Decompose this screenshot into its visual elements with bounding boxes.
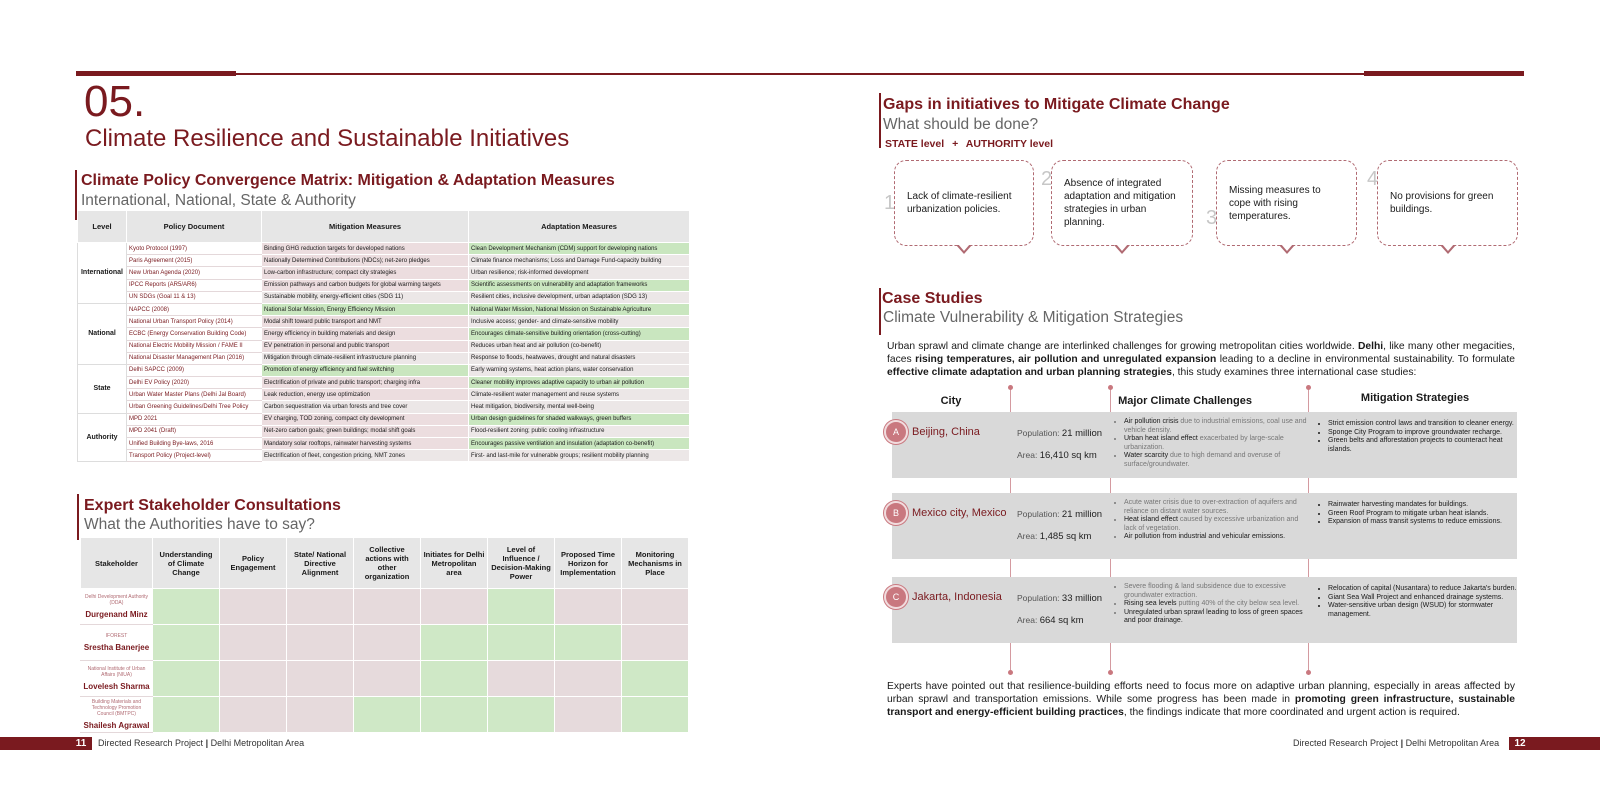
- stakeholder-name-cell: [81, 661, 153, 697]
- stakeholder-header-cell: Monitoring Mechanisms in Place: [622, 538, 689, 589]
- area-value: 16,410 sq km: [1039, 450, 1097, 461]
- stakeholder-org: IFOREST: [105, 633, 128, 639]
- stakeholder-rating-cell: [555, 661, 622, 697]
- matrix-mitigation-cell: Electrification of fleet, congestion pricing, NMT zones: [262, 450, 469, 462]
- matrix-adaptation-cell: Flood-resilient zoning; public cooling infrastructure: [469, 425, 690, 437]
- matrix-row: [78, 389, 690, 401]
- matrix-title: Climate Policy Convergence Matrix: Mitigation & Adaptation Measures: [81, 172, 615, 189]
- matrix-policy-cell: New Urban Agenda (2020): [127, 267, 262, 279]
- area-value: 664 sq km: [1039, 615, 1084, 626]
- matrix-mitigation-cell: Binding GHG reduction targets for developed nations: [262, 243, 469, 255]
- matrix-adaptation-cell: Urban design guidelines for shaded walkways, green buffers: [469, 413, 690, 425]
- area-value: 1,485 sq km: [1039, 531, 1092, 542]
- gap-pointer-inner: [1116, 244, 1128, 251]
- stakeholder-rating-cell: [287, 589, 354, 625]
- intro-text-3: leading to a decline in environmental sustainability. To formulate: [1216, 354, 1515, 365]
- gap-pointer-inner: [958, 244, 970, 251]
- stakeholder-rating-cell: [153, 661, 220, 697]
- stakeholder-rating-cell: [488, 625, 555, 661]
- matrix-policy-cell: MPD 2041 (Draft): [127, 425, 262, 437]
- matrix-mitigation-cell: Sustainable mobility, energy-efficient cities (SDG 11): [262, 291, 469, 303]
- matrix-mitigation-cell: Low-carbon infrastructure; compact city strategies: [262, 267, 469, 279]
- challenge-text: Acute water crisis due to over-extraction of aquifers and reliance on distant water sources.: [1124, 499, 1297, 515]
- stakeholder-rating-cell: [220, 589, 287, 625]
- matrix-adaptation-cell: Climate-resilient water management and reuse systems: [469, 389, 690, 401]
- gap-box: [894, 160, 1034, 246]
- page-number-left: 11: [75, 738, 87, 749]
- matrix-mitigation-cell: Net-zero carbon goals; green buildings; modal shift goals: [262, 425, 469, 437]
- matrix-policy-cell: Urban Water Master Plans (Delhi Jal Board): [127, 389, 262, 401]
- stakeholder-header-cell: Level of Influence / Decision-Making Power: [488, 538, 555, 589]
- matrix-mitigation-cell: Promotion of energy efficiency and fuel switching: [262, 364, 469, 376]
- footer-area: Delhi Metropolitan Area: [210, 738, 305, 748]
- challenge-text: due to high demand and overuse of surface/groundwater.: [1124, 452, 1281, 468]
- challenge-text: caused by excessive urbanization and lack of vegetation.: [1124, 516, 1299, 532]
- matrix-policy-cell: Paris Agreement (2015): [127, 255, 262, 267]
- stakeholder-header-cell: State/ National Directive Alignment: [287, 538, 354, 589]
- gaps-title-bar: [879, 93, 881, 148]
- stakeholder-org: Building Materials and Technology Promotion Council (BMTPC): [91, 699, 142, 717]
- matrix-level-cell: Authority: [78, 413, 127, 462]
- top-rule: [76, 73, 1524, 75]
- stakeholder-rating-cell: [220, 697, 287, 733]
- stakeholder-title: Expert Stakeholder Consultations: [84, 497, 341, 514]
- divider-dot: [1108, 385, 1113, 390]
- footer-separator: |: [1400, 738, 1406, 748]
- case-city-name: Mexico city, Mexico: [912, 507, 1007, 519]
- strategy-item: • Sponge City Program to improve groundwater recharge.: [1328, 429, 1520, 438]
- challenge-text: due to industrial emissions, coal use and vehicle density.: [1124, 418, 1307, 434]
- matrix-level-cell: International: [78, 243, 127, 304]
- stakeholder-rating-cell: [153, 625, 220, 661]
- matrix-row: [78, 401, 690, 413]
- page-number-right: 12: [1514, 738, 1526, 749]
- gap-box: [1051, 160, 1193, 246]
- challenge-item: [1124, 583, 1312, 600]
- area-label: Area:: [1017, 450, 1038, 460]
- intro-bold-3: effective climate adaptation and urban planning strategies: [887, 367, 1172, 378]
- stakeholder-header-cell: Stakeholder: [81, 538, 153, 589]
- matrix-header-cell: Policy Document: [127, 211, 262, 243]
- matrix-subtitle: International, National, State & Authority: [81, 192, 356, 209]
- population-label: Population:: [1017, 593, 1060, 603]
- case-city-name: Jakarta, Indonesia: [912, 591, 1002, 603]
- stakeholder-name-cell: [81, 625, 153, 661]
- matrix-row: [78, 364, 690, 376]
- stakeholder-rating-cell: [354, 625, 421, 661]
- challenge-bold: Heat island effect: [1124, 516, 1178, 523]
- matrix-mitigation-cell: Nationally Determined Contributions (NDCs); net-zero pledges: [262, 255, 469, 267]
- case-strategies-list: [1318, 585, 1520, 619]
- intro-text-2: , like many other megacities, faces: [887, 341, 1516, 365]
- stakeholder-rating-cell: [555, 589, 622, 625]
- gaps-subtitle: What should be done?: [883, 116, 1039, 133]
- stakeholder-rating-cell: [555, 697, 622, 733]
- stakeholder-person: Srestha Banerjee: [83, 643, 150, 652]
- case-challenges-list: [1114, 583, 1312, 626]
- area-label: Area:: [1017, 531, 1038, 541]
- matrix-row: [78, 243, 690, 255]
- strategy-item: • Expansion of mass transit systems to reduce emissions.: [1328, 518, 1520, 527]
- case-strategies-list: [1318, 501, 1520, 527]
- gaps-title: Gaps in initiatives to Mitigate Climate Change: [883, 96, 1230, 113]
- chapter-title: Climate Resilience and Sustainable Initiatives: [85, 125, 570, 152]
- gap-box: [1216, 160, 1357, 246]
- strategy-item: • Green belts and afforestation projects to counteract heat islands.: [1328, 437, 1520, 454]
- case-population: [1017, 509, 1102, 520]
- challenge-item: [1124, 600, 1312, 609]
- challenge-bold: Urban heat island effect: [1124, 435, 1198, 442]
- challenge-item: [1124, 516, 1312, 533]
- matrix-adaptation-cell: National Water Mission, National Mission on Sustainable Agriculture: [469, 303, 690, 315]
- gap-text: No provisions for green buildings.: [1390, 191, 1494, 215]
- matrix-mitigation-cell: Leak reduction, energy use optimization: [262, 389, 469, 401]
- gap-text: Missing measures to cope with rising temperatures.: [1229, 184, 1321, 222]
- intro-text-1: Urban sprawl and climate change are interlinked challenges for growing metropolitan cities worldwide.: [887, 341, 1358, 352]
- stakeholder-person: Shailesh Agrawal: [83, 721, 150, 730]
- policy-matrix-table: [77, 210, 690, 462]
- gap-number: 1: [884, 192, 896, 214]
- matrix-row: [78, 267, 690, 279]
- challenge-item: [1124, 609, 1312, 626]
- challenge-item: [1124, 418, 1312, 435]
- area-label: Area:: [1017, 615, 1038, 625]
- matrix-policy-cell: Urban Greening Guidelines/Delhi Tree Policy: [127, 401, 262, 413]
- matrix-row: [78, 450, 690, 462]
- case-badge: C: [884, 585, 908, 609]
- matrix-row: [78, 303, 690, 315]
- stakeholder-header-cell: Initiates for Delhi Metropolitan area: [421, 538, 488, 589]
- case-challenges-list: [1114, 418, 1312, 469]
- matrix-mitigation-cell: Emission pathways and carbon budgets for global warming targets: [262, 279, 469, 291]
- strategy-item: • Water-sensitive urban design (WSUD) for stormwater management.: [1328, 602, 1520, 619]
- stakeholder-rating-cell: [153, 697, 220, 733]
- matrix-row: [78, 340, 690, 352]
- chapter-number: 05.: [84, 77, 146, 126]
- case-population: [1017, 428, 1102, 439]
- matrix-row: [78, 316, 690, 328]
- gap-number: 4: [1367, 168, 1379, 190]
- stakeholder-rating-cell: [354, 661, 421, 697]
- stakeholder-rating-cell: [421, 697, 488, 733]
- stakeholder-header-cell: Proposed Time Horizon for Implementation: [555, 538, 622, 589]
- matrix-mitigation-cell: Carbon sequestration via urban forests and tree cover: [262, 401, 469, 413]
- matrix-mitigation-cell: Modal shift toward public transport and NMT: [262, 316, 469, 328]
- matrix-policy-cell: Transport Policy (Project-level): [127, 450, 262, 462]
- strategy-item: • Strict emission control laws and transition to cleaner energy.: [1328, 420, 1520, 429]
- case-city-name: Beijing, China: [912, 426, 980, 438]
- intro-bold-2: rising temperatures, air pollution and unregulated expansion: [915, 354, 1217, 365]
- strategy-item: • Relocation of capital (Nusantara) to reduce Jakarta's burden.: [1328, 585, 1520, 594]
- strategy-item: • Rainwater harvesting mandates for buildings.: [1328, 501, 1520, 510]
- matrix-row: [78, 438, 690, 450]
- challenge-bold: Unregulated urban sprawl leading to loss of green spaces and poor drainage.: [1124, 608, 1303, 624]
- matrix-mitigation-cell: Mandatory solar rooftops, rainwater harvesting systems: [262, 438, 469, 450]
- matrix-policy-cell: National Urban Transport Policy (2014): [127, 316, 262, 328]
- matrix-policy-cell: Delhi SAPCC (2009): [127, 364, 262, 376]
- matrix-policy-cell: IPCC Reports (AR5/AR6): [127, 279, 262, 291]
- footer-text-left: [98, 737, 304, 750]
- intro-text-4: , this study examines three international case studies:: [1171, 367, 1417, 378]
- stakeholder-rating-cell: [220, 661, 287, 697]
- matrix-row: [78, 328, 690, 340]
- matrix-row: [78, 255, 690, 267]
- matrix-adaptation-cell: First- and last-mile for vulnerable groups; resilient mobility planning: [469, 450, 690, 462]
- stakeholder-row: [81, 589, 689, 625]
- challenge-bold: Rising sea levels: [1124, 600, 1177, 607]
- population-value: 33 million: [1061, 593, 1103, 604]
- matrix-policy-cell: NAPCC (2008): [127, 303, 262, 315]
- case-badge: B: [884, 501, 908, 525]
- stakeholder-rating-cell: [287, 697, 354, 733]
- stakeholder-rating-cell: [488, 661, 555, 697]
- top-rule-left-accent: [76, 71, 236, 76]
- outro-text-1: Experts have pointed out that resilience-building efforts need to focus more on adaptive urban planning, especially in areas affected by urban sprawl and transportation emissions. While some progress has been made in: [887, 681, 1515, 705]
- gap-number: 3: [1206, 207, 1218, 229]
- case-outro-paragraph: [887, 680, 1515, 719]
- challenge-item: [1124, 533, 1312, 542]
- matrix-mitigation-cell: National Solar Mission, Energy Efficiency Mission: [262, 303, 469, 315]
- matrix-row: [78, 425, 690, 437]
- matrix-level-cell: State: [78, 364, 127, 413]
- footer-text-right: [1293, 737, 1499, 750]
- matrix-row: [78, 279, 690, 291]
- stakeholder-rating-cell: [622, 625, 689, 661]
- case-studies-title: Case Studies: [882, 290, 983, 307]
- stakeholder-rating-cell: [153, 589, 220, 625]
- stakeholder-org: National Institute of Urban Affairs (NIUA): [87, 666, 146, 678]
- stakeholder-name-cell: [81, 589, 153, 625]
- population-label: Population:: [1017, 509, 1060, 519]
- case-intro-paragraph: [887, 340, 1515, 379]
- gap-text: Absence of integrated adaptation and mitigation strategies in urban planning.: [1064, 178, 1176, 228]
- case-population: [1017, 593, 1102, 604]
- stakeholder-header-cell: Collective actions with other organization: [354, 538, 421, 589]
- stakeholder-person: Lovelesh Sharma: [83, 682, 150, 691]
- matrix-row: [78, 377, 690, 389]
- authority-level-label: AUTHORITY level: [965, 138, 1054, 150]
- footer-project: Directed Research Project: [1293, 738, 1399, 748]
- challenge-item: [1124, 452, 1312, 469]
- matrix-policy-cell: National Disaster Management Plan (2016): [127, 352, 262, 364]
- stakeholder-row: [81, 661, 689, 697]
- divider-dot: [1008, 670, 1013, 675]
- stakeholder-row: [81, 625, 689, 661]
- outro-text-2: , the findings indicate that more coordinated and urgent action is required.: [1123, 707, 1460, 718]
- matrix-header-cell: Mitigation Measures: [262, 211, 469, 243]
- matrix-policy-cell: MPD 2021: [127, 413, 262, 425]
- divider-dot: [1008, 385, 1013, 390]
- challenge-bold: Water scarcity: [1124, 452, 1169, 459]
- matrix-adaptation-cell: Encourages passive ventilation and insulation (adaptation co-benefit): [469, 438, 690, 450]
- case-studies-subtitle: Climate Vulnerability & Mitigation Strategies: [883, 309, 1184, 326]
- strategy-item: • Green Roof Program to mitigate urban heat islands.: [1328, 510, 1520, 519]
- population-label: Population:: [1017, 428, 1060, 438]
- matrix-mitigation-cell: EV charging, TOD zoning, compact city development: [262, 413, 469, 425]
- stakeholder-header-cell: Policy Engagement: [220, 538, 287, 589]
- matrix-adaptation-cell: Early warning systems, heat action plans, water conservation: [469, 364, 690, 376]
- gap-box: [1377, 160, 1518, 246]
- matrix-adaptation-cell: Resilient cities, inclusive development, urban adaptation (SDG 13): [469, 291, 690, 303]
- matrix-policy-cell: National Electric Mobility Mission / FAME II: [127, 340, 262, 352]
- case-badge: A: [884, 420, 908, 444]
- population-value: 21 million: [1061, 509, 1103, 520]
- matrix-policy-cell: ECBC (Energy Conservation Building Code): [127, 328, 262, 340]
- matrix-adaptation-cell: Inclusive access; gender- and climate-sensitive mobility: [469, 316, 690, 328]
- matrix-mitigation-cell: Energy efficiency in building materials and design: [262, 328, 469, 340]
- stakeholder-rating-cell: [354, 697, 421, 733]
- stakeholder-rating-cell: [622, 589, 689, 625]
- challenge-bold: Air pollution crisis: [1124, 418, 1179, 425]
- stakeholder-rating-cell: [354, 589, 421, 625]
- divider-dot: [1306, 385, 1311, 390]
- matrix-adaptation-cell: Clean Development Mechanism (CDM) support for developing nations: [469, 243, 690, 255]
- case-area: [1017, 531, 1091, 542]
- matrix-adaptation-cell: Heat mitigation, biodiversity, mental well-being: [469, 401, 690, 413]
- case-area: [1017, 615, 1084, 626]
- challenge-text: putting 40% of the city below sea level.: [1176, 600, 1300, 607]
- matrix-header-cell: Level: [78, 211, 127, 243]
- matrix-row: [78, 291, 690, 303]
- stakeholder-rating-cell: [287, 625, 354, 661]
- stakeholder-header-cell: Understanding of Climate Change: [153, 538, 220, 589]
- divider-dot: [1306, 670, 1311, 675]
- matrix-adaptation-cell: Reduces urban heat and air pollution (co-benefit): [469, 340, 690, 352]
- stakeholder-person: Durgenand Minz: [85, 610, 148, 619]
- stakeholder-org: Delhi Development Authority (DDA): [84, 594, 149, 606]
- stakeholder-rating-cell: [488, 589, 555, 625]
- stakeholder-title-bar: [77, 494, 79, 540]
- gap-text: Lack of climate-resilient urbanization policies.: [907, 191, 1012, 215]
- challenge-text: exacerbated by large-scale urbanization.: [1124, 435, 1284, 451]
- matrix-adaptation-cell: Scientific assessments on vulnerability and adaptation frameworks: [469, 279, 690, 291]
- stakeholder-rating-cell: [555, 625, 622, 661]
- matrix-policy-cell: Kyoto Protocol (1997): [127, 243, 262, 255]
- footer-separator: |: [205, 738, 211, 748]
- matrix-adaptation-cell: Climate finance mechanisms; Loss and Damage Fund-capacity building: [469, 255, 690, 267]
- stakeholder-rating-cell: [622, 697, 689, 733]
- case-strategies-list: [1318, 420, 1520, 454]
- plus-sign: +: [952, 138, 959, 150]
- stakeholder-name-cell: [81, 697, 153, 733]
- stakeholder-rating-cell: [421, 625, 488, 661]
- stakeholder-rating-cell: [220, 625, 287, 661]
- matrix-row: [78, 413, 690, 425]
- case-area: [1017, 450, 1097, 461]
- matrix-header-cell: Adaptation Measures: [469, 211, 690, 243]
- col-header-city: City: [940, 395, 962, 407]
- stakeholder-table: [80, 537, 689, 733]
- top-rule-right-accent: [1364, 71, 1524, 76]
- stakeholder-row: [81, 697, 689, 733]
- footer-area: Delhi Metropolitan Area: [1405, 738, 1500, 748]
- matrix-policy-cell: Unified Building Bye-laws, 2016: [127, 438, 262, 450]
- matrix-adaptation-cell: Cleaner mobility improves adaptive capacity to urban air pollution: [469, 377, 690, 389]
- case-challenges-list: [1114, 499, 1312, 542]
- gaps-levels: [885, 138, 1053, 150]
- matrix-adaptation-cell: Urban resilience; risk-informed development: [469, 267, 690, 279]
- challenge-text: Severe flooding & land subsidence due to excessive groundwater extraction.: [1124, 583, 1286, 599]
- stakeholder-rating-cell: [421, 661, 488, 697]
- stakeholder-rating-cell: [421, 589, 488, 625]
- matrix-mitigation-cell: EV penetration in personal and public transport: [262, 340, 469, 352]
- matrix-mitigation-cell: Mitigation through climate-resilient infrastructure planning: [262, 352, 469, 364]
- col-header-strategies: Mitigation Strategies: [1360, 392, 1470, 404]
- gap-pointer-inner: [1281, 244, 1293, 251]
- stakeholder-rating-cell: [622, 661, 689, 697]
- challenge-item: [1124, 435, 1312, 452]
- state-level-label: STATE level: [885, 138, 945, 150]
- matrix-adaptation-cell: Response to floods, heatwaves, drought and natural disasters: [469, 352, 690, 364]
- stakeholder-rating-cell: [488, 697, 555, 733]
- strategy-item: • Giant Sea Wall Project and enhanced drainage systems.: [1328, 594, 1520, 603]
- case-title-bar: [879, 288, 881, 335]
- matrix-adaptation-cell: Encourages climate-sensitive building orientation (cross-cutting): [469, 328, 690, 340]
- matrix-policy-cell: UN SDGs (Goal 11 & 13): [127, 291, 262, 303]
- outro-bold-1: promoting green infrastructure, sustainable transport and energy-efficient building practices: [887, 694, 1515, 718]
- matrix-row: [78, 352, 690, 364]
- gap-pointer-inner: [1442, 244, 1454, 251]
- challenge-item: [1124, 499, 1312, 516]
- matrix-policy-cell: Delhi EV Policy (2020): [127, 377, 262, 389]
- matrix-mitigation-cell: Electrification of private and public transport; charging infra: [262, 377, 469, 389]
- divider-dot: [1108, 670, 1113, 675]
- stakeholder-subtitle: What the Authorities have to say?: [84, 516, 315, 533]
- gap-number: 2: [1041, 168, 1053, 190]
- intro-bold-1: Delhi: [1357, 341, 1384, 352]
- challenge-bold: Air pollution from industrial and vehicular emissions.: [1124, 533, 1286, 540]
- matrix-level-cell: National: [78, 303, 127, 364]
- stakeholder-rating-cell: [287, 661, 354, 697]
- col-header-challenges: Major Climate Challenges: [1118, 395, 1252, 407]
- population-value: 21 million: [1061, 428, 1103, 439]
- footer-project: Directed Research Project: [98, 738, 204, 748]
